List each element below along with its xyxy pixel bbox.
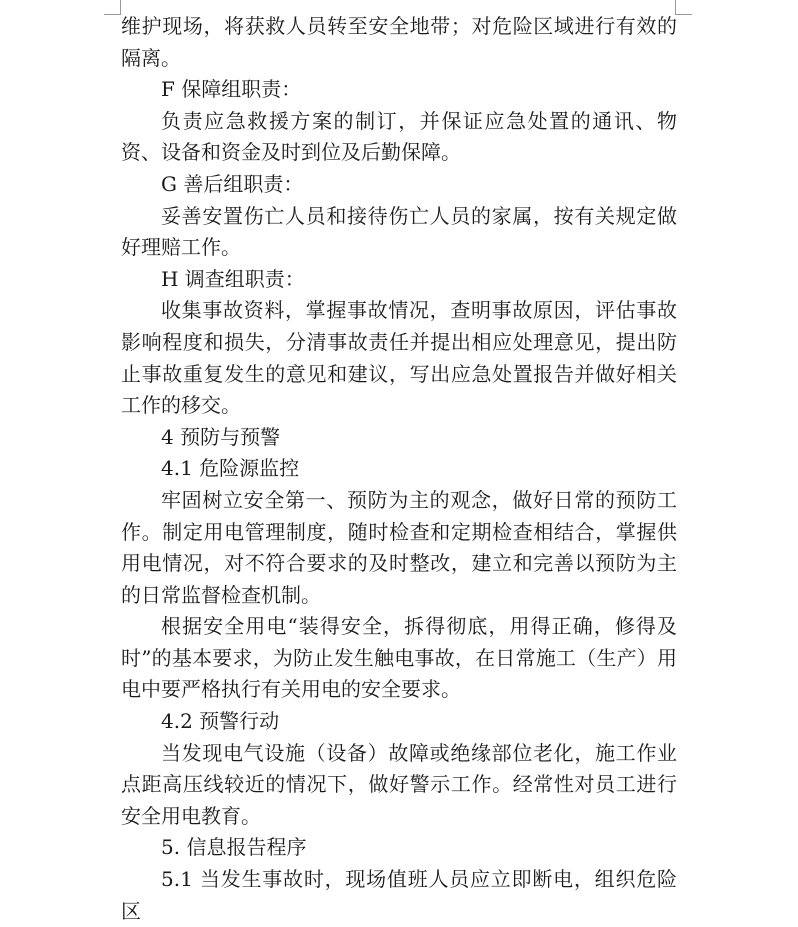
heading-support-team-duties: F 保障组职责： — [161, 77, 302, 102]
paragraph-hazard-monitoring: 牢固树立安全第一、预防为主的观念，做好日常的预防工作。制定用电管理制度，随时检查和定期检查相结合，掌握供用电情况，对不符合要求的及时整改，建立和完善以预防为主的日常监督检查机制。 — [121, 487, 677, 607]
paragraph-investigation-team-duties: 收集事故资料，掌握事故情况，查明事故原因，评估事故影响程度和损失，分清事故责任并提出相应处理意见，提出防止事故重复发生的意见和建议，写出应急处置报告并做好相关工作的移交。 — [121, 298, 677, 418]
page-corner-mark-left — [104, 0, 121, 15]
paragraph-support-team-duties: 负责应急救援方案的制订，并保证应急处置的通讯、物资、设备和资金及时到位及后勤保障。 — [121, 108, 677, 165]
paragraph-warning-actions: 当发现电气设施（设备）故障或绝缘部位老化，施工作业点距高压线较近的情况下，做好警示工作。经常性对员工进行安全用电教育。 — [121, 740, 677, 828]
paragraph-electrical-safety-requirements: 根据安全用电“装得安全，拆得彻底，用得正确，修得及时”的基本要求，为防止发生触电事故，在日常施工（生产）用电中要严格执行有关用电的安全要求。 — [121, 614, 677, 702]
paragraph-incident-response-start: 5.1 当发生事故时，现场值班人员应立即断电，组织危险区 — [121, 867, 677, 923]
paragraph-aftermath-team-duties: 妥善安置伤亡人员和接待伤亡人员的家属，按有关规定做好理赔工作。 — [121, 203, 677, 260]
paragraph-isolation-continuation: 维护现场，将获救人员转至安全地带；对危险区域进行有效的隔离。 — [121, 14, 677, 70]
section-heading-prevention-warning: 4 预防与预警 — [161, 424, 281, 449]
section-heading-information-reporting: 5. 信息报告程序 — [161, 835, 307, 860]
subsection-heading-hazard-monitoring: 4.1 危险源监控 — [161, 456, 300, 481]
heading-aftermath-team-duties: G 善后组职责： — [161, 171, 304, 196]
heading-investigation-team-duties: H 调查组职责： — [161, 266, 305, 291]
document-body — [121, 11, 677, 927]
page-corner-mark-right — [675, 0, 692, 15]
subsection-heading-warning-actions: 4.2 预警行动 — [161, 709, 280, 734]
